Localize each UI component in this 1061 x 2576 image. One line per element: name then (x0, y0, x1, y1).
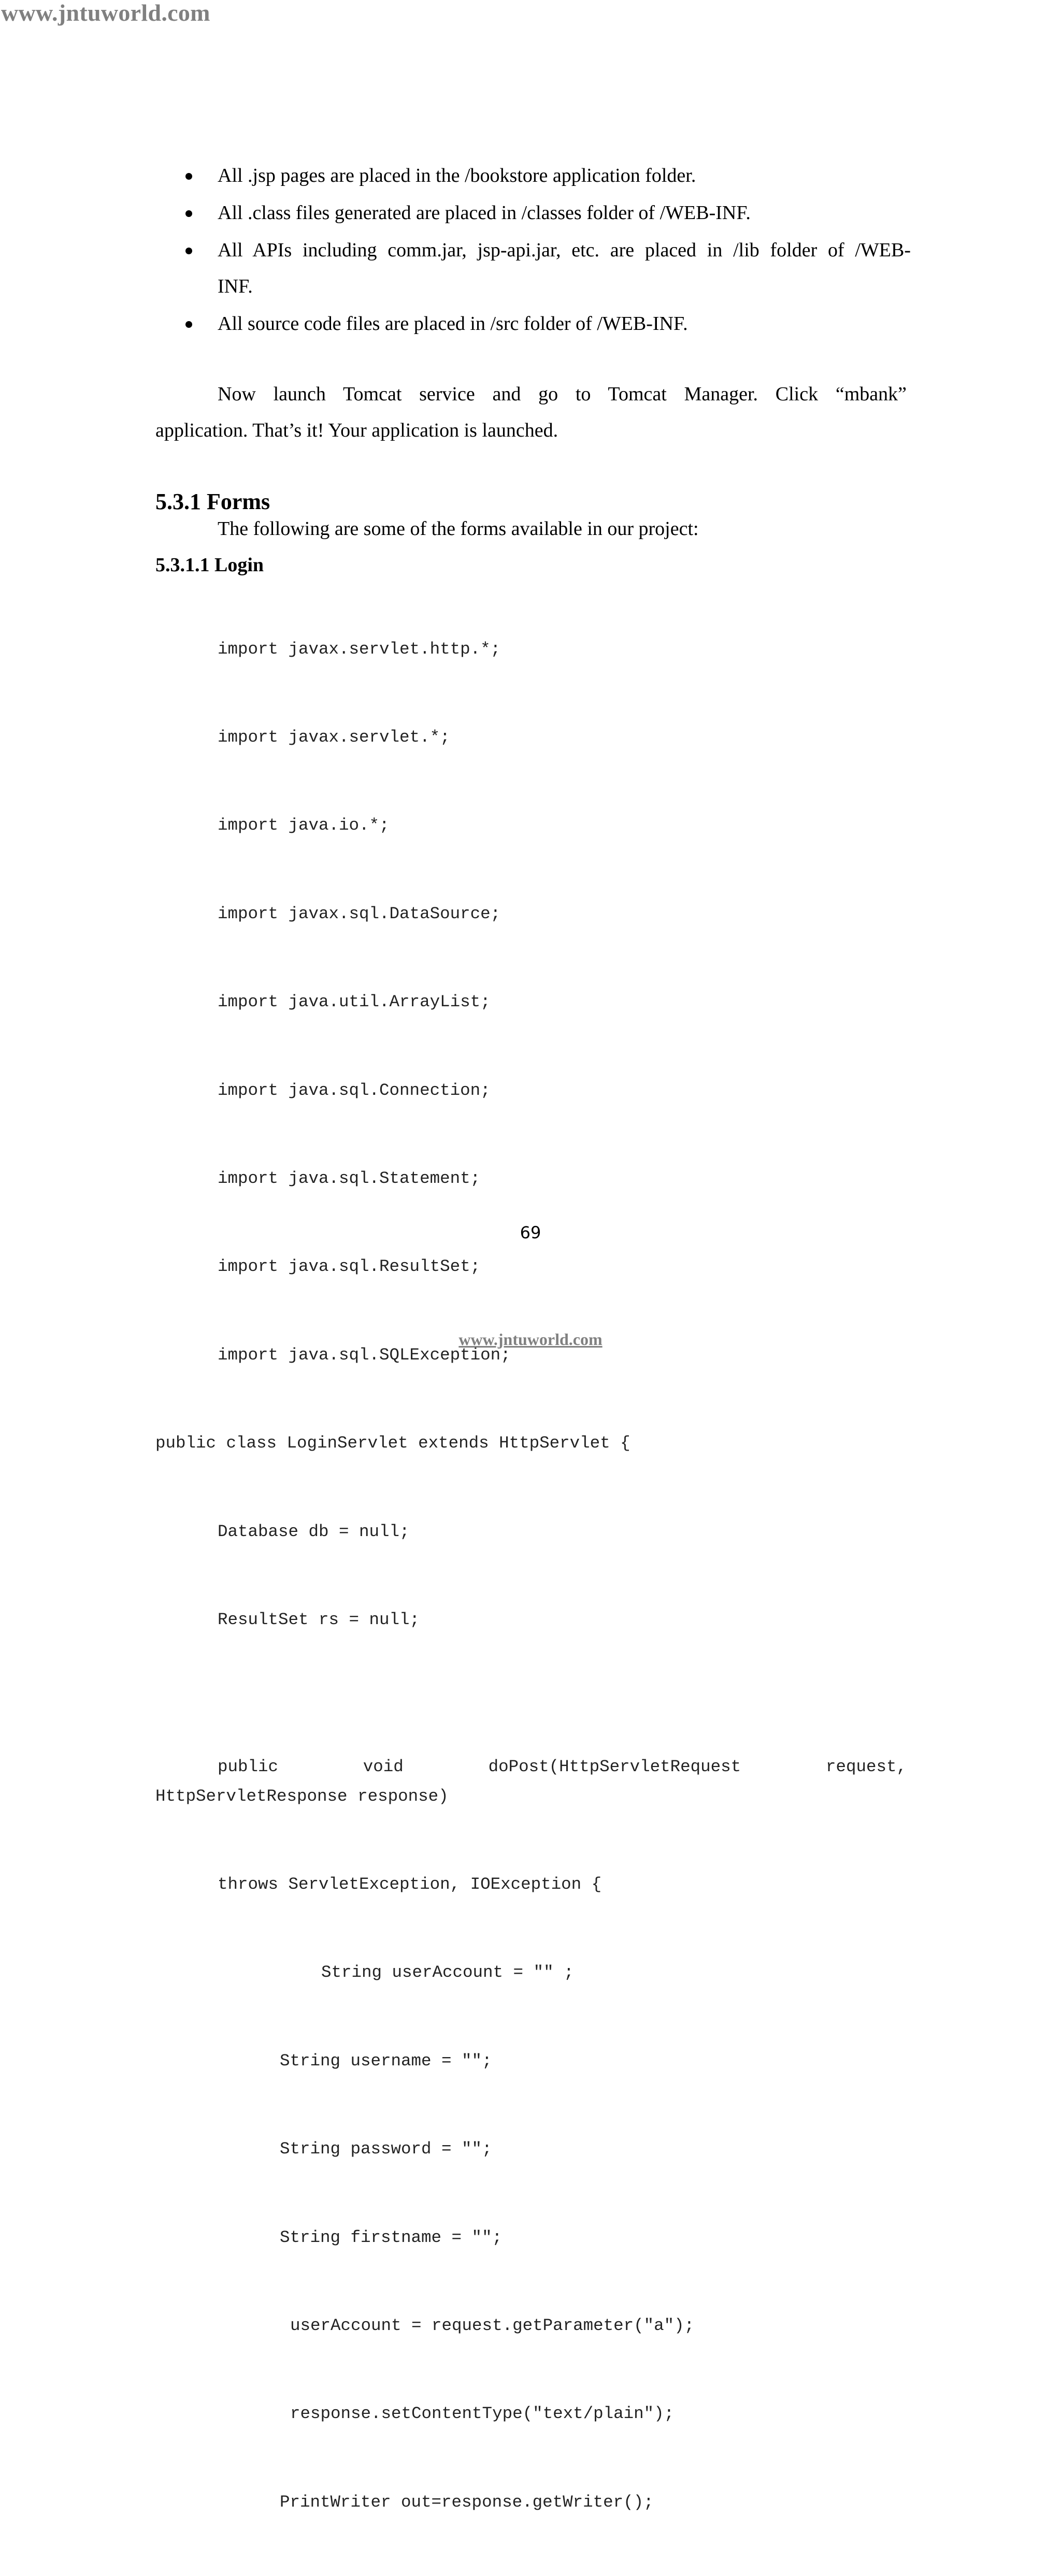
bullet-item (185, 232, 911, 268)
code-line (0, 900, 1061, 929)
code-line (0, 1252, 1061, 1282)
code-text: String userAccount = "" ; (321, 1963, 574, 1982)
code-line (0, 1870, 1061, 1900)
subsection-heading: 5.3.1.1 Login (155, 554, 264, 576)
code-line (0, 2488, 1061, 2517)
bullet-list (185, 157, 911, 343)
code-text: import java.sql.SQLException; (218, 1345, 511, 1365)
code-line (0, 1164, 1061, 1194)
code-line (0, 1076, 1061, 1106)
code-text: import javax.sql.DataSource; (218, 904, 501, 923)
bullet-continuation (185, 268, 911, 305)
code-text: String username = ""; (280, 2051, 492, 2071)
bullet-icon (185, 173, 192, 180)
code-line (0, 1605, 1061, 1635)
bullet-icon (185, 210, 192, 217)
code-justified-line (218, 1753, 907, 1782)
code-line (0, 723, 1061, 752)
watermark-bottom[interactable]: www.jntuworld.com (458, 1330, 603, 1349)
code-text: response.setContentType("text/plain"); (290, 2404, 675, 2424)
code-text: ResultSet rs = null; (218, 1610, 420, 1629)
bullet-item (185, 306, 911, 342)
code-line (0, 1958, 1061, 1988)
paragraph (155, 376, 907, 448)
code-text: import java.util.ArrayList; (218, 992, 491, 1012)
code-text: Database db = null; (218, 1522, 410, 1541)
code-line (0, 635, 1061, 664)
code-line (0, 1429, 1061, 1458)
code-token: doPost(HttpServletRequest (488, 1757, 741, 1776)
code-text: import java.sql.ResultSet; (218, 1257, 481, 1277)
bullet-item (185, 195, 911, 231)
code-line (0, 1694, 1061, 1776)
bullet-icon (185, 248, 192, 254)
section-intro: The following are some of the forms available in our project: (218, 518, 699, 540)
bullet-text: All .jsp pages are placed in the /bookstore application folder. (218, 165, 696, 186)
watermark-top[interactable]: www.jntuworld.com (1, 0, 210, 26)
bullet-text: All .class files generated are placed in /classes folder of /WEB-INF. (218, 202, 751, 224)
bullet-icon (185, 321, 192, 328)
code-line (0, 811, 1061, 841)
code-line (0, 2399, 1061, 2429)
code-text: PrintWriter out=response.getWriter(); (280, 2492, 654, 2512)
code-block (0, 576, 1061, 2576)
code-text: public class LoginServlet extends HttpServlet { (155, 1434, 630, 1453)
code-text: import java.io.*; (218, 816, 390, 835)
code-text: import javax.servlet.*; (218, 727, 450, 747)
code-text: String password = ""; (280, 2139, 492, 2159)
code-line (0, 1517, 1061, 1547)
page-number: 69 (520, 1223, 541, 1242)
code-text: import java.sql.Connection; (218, 1080, 491, 1100)
section-heading: 5.3.1 Forms (155, 489, 270, 514)
bullet-text: All source code files are placed in /src folder of /WEB-INF. (218, 313, 688, 335)
code-text: import javax.servlet.http.*; (218, 639, 501, 659)
bullet-item (185, 157, 911, 194)
code-text: String firstname = ""; (280, 2227, 503, 2247)
code-text: HttpServletResponse response) (155, 1786, 449, 1806)
code-text: import java.sql.Statement; (218, 1168, 481, 1188)
code-line (0, 1782, 1061, 1812)
bullet-continuation-text: INF. (218, 276, 253, 297)
code-line (0, 2311, 1061, 2341)
bullet-text: All APIs including comm.jar, jsp-api.jar, etc. are placed in /lib folder of /WEB- (218, 239, 911, 261)
code-token: void (363, 1757, 404, 1776)
code-token: public (218, 1757, 279, 1776)
paragraph-line: Now launch Tomcat service and go to Tomcat Manager. Click “mbank” (218, 383, 907, 405)
code-line (0, 2047, 1061, 2076)
code-line (0, 2135, 1061, 2164)
code-line (0, 988, 1061, 1017)
code-text: userAccount = request.getParameter("a"); (290, 2316, 695, 2336)
code-line (0, 2223, 1061, 2253)
paragraph-line: application. That’s it! Your application is launched. (155, 419, 558, 441)
code-token: request, (825, 1757, 907, 1776)
code-text: throws ServletException, IOException { (218, 1875, 602, 1894)
